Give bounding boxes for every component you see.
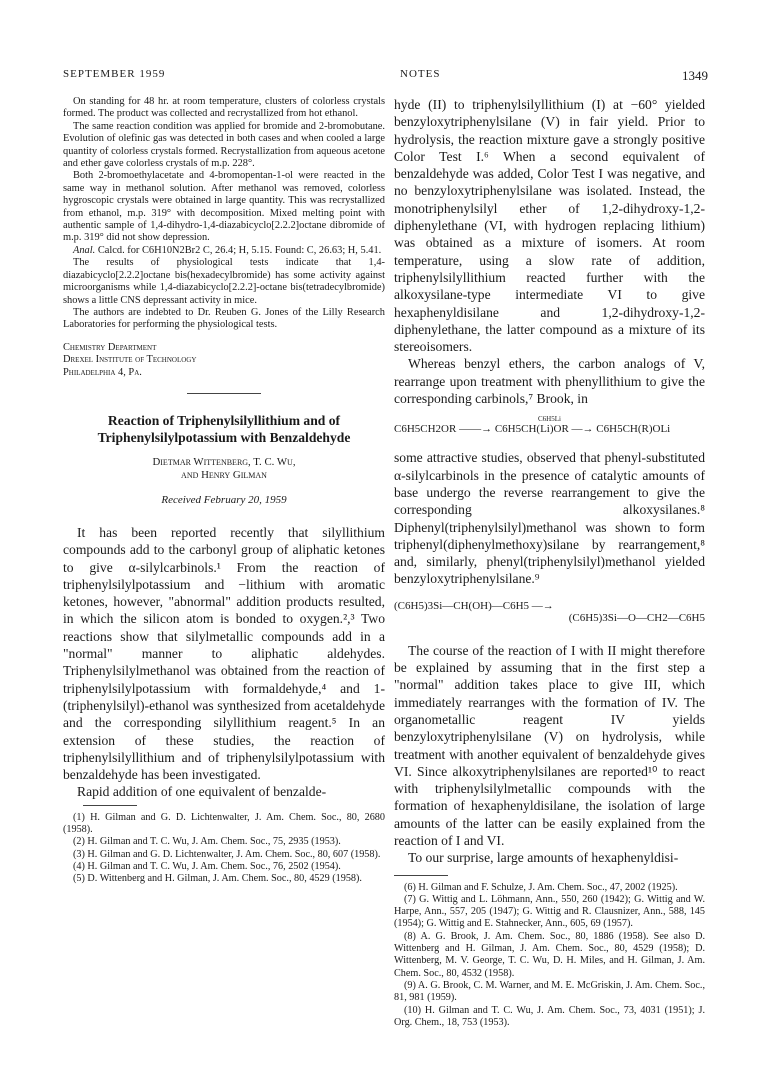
experimental-paragraph: The results of physiological tests indicate that 1,4-diazabicyclo[2.2.2]octane bis(hexadecylbromide) has some activity against microorganisms while 1,4-diazabicyclo[2.2.2]-octane bis(tetradecylbromide) shows a little CNS depressant activity in mice.	[63, 257, 385, 306]
authors	[63, 456, 385, 482]
analysis-text: Calcd. for C6H10N2Br2 C, 26.4; H, 5.15. Found: C, 26.63; H, 5.41.	[97, 244, 382, 256]
footnote: (5) D. Wittenberg and H. Gilman, J. Am. Chem. Soc., 80, 4529 (1958).	[73, 873, 362, 885]
body-paragraph: some attractive studies, observed that phenyl-substituted α-silylcarbinols in the presence of catalytic amounts of base undergo the reverse rearrangement to give the corresponding alkoxysilanes.⁸ Diphenyl(triphenylsilyl)methanol was shown to form triphenyl(diphenylmethoxy)silane by rearrangement,⁸ and, similarly, phenyl(triphenylsilyl)methanol yielded benzyloxytriphenylsilane.⁹	[394, 450, 705, 587]
footnote-divider	[394, 875, 448, 876]
left-column	[63, 96, 385, 885]
footnotes	[63, 812, 385, 886]
analysis-paragraph	[63, 245, 385, 257]
footnote: (6) H. Gilman and F. Schulze, J. Am. Chem. Soc., 47, 2002 (1925).	[404, 881, 678, 893]
experimental-section	[63, 96, 385, 332]
article-body	[63, 524, 385, 801]
received-date: Received February 20, 1959	[161, 493, 287, 506]
equation-2	[394, 600, 705, 624]
footnote: (9) A. G. Brook, C. M. Warner, and M. E. McGriskin, J. Am. Chem. Soc., 81, 981 (1959).	[394, 979, 705, 1004]
author-line: Dietmar Wittenberg, T. C. Wu,	[152, 455, 296, 468]
equation-reagent-label: C6H5Li	[538, 415, 561, 424]
footnote: (3) H. Gilman and G. D. Lichtenwalter, J. Am. Chem. Soc., 80, 607 (1958).	[73, 848, 381, 860]
body-paragraph: hyde (II) to triphenylsilyllithium (I) at −60° yielded benzyloxytriphenylsilane (V) in fair yield. Prior to hydrolysis, the reaction mixture gave a strongly positive Color Test I.⁶ When a second equivalent of benzaldehyde was added, Color Test I was negative, and no benzyloxytriphenylsilane was isolated. Instead, the monotriphenylsilyl ether of 1,2-dihydroxy-1,2-diphenylethane (VI, with hydrogen replacing lithium) was obtained as a mixture of isomers. At room temperature, using a slow rate of addition, triphenylsilyllithium reacted further with the alkoxysilane-type intermediate VI to give hexaphenyldisilane and 1,2-dihydroxy-1,2-diphenylethane, the latter compound as a mixture of its stereoisomers.	[394, 97, 705, 355]
equation-text: (C6H5)3Si—CH(OH)—C6H5 —→	[394, 599, 554, 612]
author-line: and Henry Gilman	[181, 468, 267, 481]
body-paragraph: To our surprise, large amounts of hexaphenyldisi-	[408, 850, 679, 866]
footnote: (10) H. Gilman and T. C. Wu, J. Am. Chem. Soc., 73, 4031 (1951); J. Org. Chem., 18, 753 (1953).	[394, 1004, 705, 1028]
affiliation-line: Philadelphia 4, Pa.	[63, 366, 142, 378]
affiliation-line: Chemistry Department	[63, 341, 157, 353]
footnotes	[394, 882, 705, 1030]
equation-1	[394, 415, 705, 435]
footnote: (1) H. Gilman and G. D. Lichtenwalter, J. Am. Chem. Soc., 80, 2680 (1958).	[63, 811, 385, 835]
experimental-paragraph: Both 2-bromoethylacetate and 4-bromopentan-1-ol were reacted in the same way in methanol solution. After methanol was removed, colorless hygroscopic crystals were obtained in large quantity. This was recrystallized from ethanol, m.p. 319° with decomposition. Mixed melting point with authentic sample of 1,4-dihydro-1,4-diazabicyclo[2.2.2]octane dibromide of m.p. 319° did not show depression.	[63, 170, 385, 244]
running-header-date: SEPTEMBER 1959	[63, 68, 166, 80]
page-number: 1349	[682, 68, 708, 83]
article-title: Reaction of Triphenylsilyllithium and of Triphenylsilylpotassium with Benzaldehyde	[97, 412, 351, 445]
experimental-paragraph: On standing for 48 hr. at room temperature, clusters of colorless crystals formed. The product was collected and recrystallized from hot ethanol.	[63, 96, 385, 120]
footnote: (7) G. Wittig and L. Löhmann, Ann., 550, 260 (1942); G. Wittig and W. Harpe, Ann., 557, 205 (1947); G. Wittig and R. Clausnizer, Ann., 588, 145 (1954); G. Wittig and E. Stahnecker, Ann., 605, 69 (1957).	[394, 893, 705, 930]
footnote-divider	[83, 805, 137, 806]
right-column	[394, 96, 705, 1029]
body-paragraph: The course of the reaction of I with II might therefore be explained by assuming that in the first step a "normal" addition takes place to give III, which immediately rearranges with the formation of IV. The organometallic reagent IV yields benzyloxytriphenylsilane (V) on hydrolysis, while treatment with another equivalent of benzaldehyde gives VI. Since alkoxytriphenylsilanes are reported¹⁰ to react with triphenylsilylmetallic compounds with the formation of hexaphenyldisilane, the isolation of large amounts of the latter can be easily explained from the reaction of I and VI.	[394, 642, 705, 848]
footnote: (4) H. Gilman and T. C. Wu, J. Am. Chem. Soc., 76, 2502 (1954).	[73, 860, 341, 872]
affiliation-line: Drexel Institute of Technology	[63, 354, 197, 366]
article-body-continued	[394, 96, 705, 407]
running-header-section: NOTES	[400, 68, 441, 80]
article-body-continued	[394, 449, 705, 587]
equation-text: C6H5CH2OR ——→ C6H5CH(Li)OR —→ C6H5CH(R)OLi	[394, 423, 671, 436]
body-paragraph: It has been reported recently that silyllithium compounds add to the carbonyl group of aliphatic ketones to give α-silylcarbinols.¹ From the reaction of triphenylsilylpotassium and −lithium with aromatic ketones, however, "abnormal" addition products resulted, in which the silicon atom is bonded to oxygen.²,³ Two reactions show that silylmetallic compounds add in a "normal" manner to aliphatic aldehydes. Triphenylsilylmethanol was obtained from the reaction of triphenylsilylpotassium with formaldehyde,⁴ and 1-(triphenylsilyl)-ethanol was synthesized from acetaldehyde and the corresponding silyllithium reagent.⁵ In an extension of these studies, the reaction of triphenylsilyllithium and of triphenylsilylpotassium with benzaldehyde has been investigated.	[63, 524, 385, 783]
analysis-label: Anal.	[73, 244, 96, 256]
body-paragraph: Rapid addition of one equivalent of benzalde-	[77, 784, 327, 800]
equation-text: (C6H5)3Si—O—CH2—C6H5	[568, 611, 705, 624]
article-body-continued	[394, 642, 705, 867]
footnote: (8) A. G. Brook, J. Am. Chem. Soc., 80, 1886 (1958). See also D. Wittenberg and H. Gilman, J. Am. Chem. Soc., 80, 4529 (1958); D. Wittenberg, M. V. George, T. C. Wu, D. H. Miles, and H. Gilman, J. Am. Chem. Soc., 80, 4532 (1958).	[394, 930, 705, 979]
experimental-paragraph: The same reaction condition was applied for bromide and 2-bromobutane. Evolution of olefinic gas was detected in both cases and when cooled a large quantity of colorless crystals formed. Recrystallization from aqueous acetone and ether gave colorless crystals of m.p. 228°.	[63, 120, 385, 170]
affiliation-block	[63, 342, 385, 379]
footnote: (2) H. Gilman and T. C. Wu, J. Am. Chem. Soc., 75, 2935 (1953).	[73, 836, 341, 848]
body-paragraph: Whereas benzyl ethers, the carbon analogs of V, rearrange upon treatment with phenyllithium to give the corresponding carbinols,⁷ Brook, in	[394, 356, 705, 407]
acknowledgment: The authors are indebted to Dr. Reuben G. Jones of the Lilly Research Laboratories for performing the physiological tests.	[63, 306, 385, 331]
section-divider	[187, 393, 261, 394]
